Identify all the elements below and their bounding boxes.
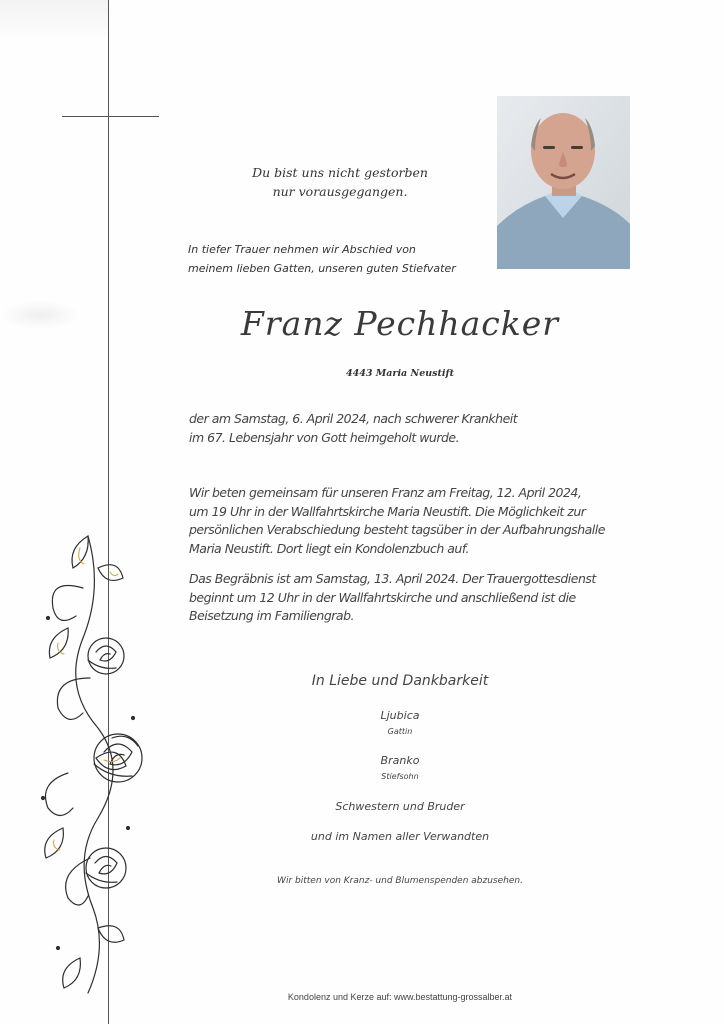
funeral-notice — [189, 570, 596, 626]
quote-line: Du bist uns nicht gestorben — [252, 165, 428, 180]
text-line: persönlichen Verabschiedung besteht tagsüber in der Aufbahrungshalle — [189, 522, 605, 537]
mourner-role: Gattin — [387, 727, 413, 736]
text-line: Das Begräbnis ist am Samstag, 13. April 2024. Der Trauergottesdienst — [189, 571, 596, 586]
text-line: Beisetzung im Familiengrab. — [189, 608, 354, 623]
siblings-line: Schwestern und Bruder — [335, 800, 465, 813]
death-notice — [189, 410, 517, 447]
scan-smudge — [0, 300, 80, 330]
deceased-name: Franz Pechhacker — [240, 304, 560, 343]
text-line: Maria Neustift. Dort liegt ein Kondolenzbuch auf. — [189, 540, 469, 556]
rose-ornament-icon — [28, 528, 158, 998]
text-line: im 67. Lebensjahr von Gott heimgeholt wurde. — [189, 429, 460, 445]
mourner-name: Ljubica — [380, 709, 420, 722]
text-line: Wir beten gemeinsam für unseren Franz am Freitag, 12. April 2024, — [189, 485, 582, 500]
memorial-quote — [200, 163, 480, 201]
deceased-place: 4443 Maria Neustift — [346, 368, 454, 379]
text-line: der am Samstag, 6. April 2024, nach schwerer Krankheit — [189, 411, 518, 426]
closing-phrase: In Liebe und Dankbarkeit — [311, 673, 489, 689]
quote-line: nur vorausgegangen. — [272, 184, 408, 199]
condolence-footer: Kondolenz und Kerze auf: www.bestattung-grossalber.at — [287, 992, 513, 1002]
relatives-line: und im Namen aller Verwandten — [310, 830, 490, 843]
cross-horizontal-line — [62, 116, 159, 117]
text-line: beginnt um 12 Uhr in der Wallfahrtskirche und anschließend ist die — [189, 589, 576, 605]
scan-shade — [0, 0, 108, 40]
prayer-notice — [189, 484, 605, 558]
intro-text — [188, 240, 456, 278]
flower-request: Wir bitten von Kranz- und Blumenspenden abzusehen. — [277, 876, 523, 886]
mourner-role: Stiefsohn — [381, 772, 419, 781]
text-line: um 19 Uhr in der Wallfahrtskirche Maria Neustift. Die Möglichkeit zur — [189, 503, 586, 519]
intro-line: meinem lieben Gatten, unseren guten Stiefvater — [188, 262, 456, 275]
mourner-name: Branko — [380, 754, 420, 767]
intro-line: In tiefer Trauer nehmen wir Abschied von — [188, 243, 416, 256]
portrait-photo — [497, 96, 630, 269]
